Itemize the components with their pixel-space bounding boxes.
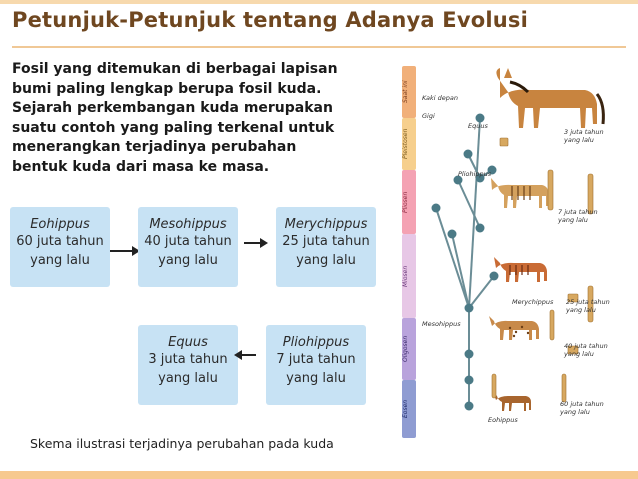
card-age-suffix: yang lalu bbox=[158, 371, 218, 386]
horse-evolution-illustration bbox=[392, 58, 632, 442]
card-mesohippus bbox=[138, 207, 238, 287]
page-title: Petunjuk-Petunjuk tentang Adanya Evolusi bbox=[12, 8, 529, 32]
era-label: Pleistosen bbox=[402, 128, 409, 160]
card-name: Eohippus bbox=[30, 217, 90, 232]
card-age: 40 juta tahun bbox=[144, 234, 232, 249]
era-label: Eosen bbox=[402, 399, 409, 419]
card-pliohippus bbox=[266, 325, 366, 405]
card-age: 60 juta tahun bbox=[16, 234, 104, 249]
label-25-juta: 25 juta tahun yang lalu bbox=[566, 298, 610, 314]
era-label: Pliosen bbox=[402, 191, 409, 213]
card-equus bbox=[138, 325, 238, 405]
label-gigi: Gigi bbox=[422, 112, 435, 120]
figure-caption: Skema ilustrasi terjadinya perubahan pada kuda bbox=[30, 436, 334, 451]
card-name: Pliohippus bbox=[282, 335, 350, 350]
era-label: Oligosen bbox=[402, 335, 409, 363]
card-age-suffix: yang lalu bbox=[296, 253, 356, 268]
arrow-right bbox=[244, 242, 260, 244]
card-name: Mesohippus bbox=[149, 217, 227, 232]
bottom-accent-bar bbox=[0, 471, 638, 479]
eohippus-horse-figure bbox=[493, 392, 531, 411]
title-underline bbox=[12, 46, 626, 48]
label-merychippus: Merychippus bbox=[512, 298, 554, 306]
body-line: suatu contoh yang paling terkenal untuk bbox=[12, 119, 335, 136]
arrow-right bbox=[110, 250, 132, 252]
label-40-juta: 40 juta tahun yang lalu bbox=[564, 342, 608, 358]
body-line: menerangkan terjadinya perubahan bbox=[12, 139, 297, 155]
mesohippus-horse-figure bbox=[489, 316, 539, 340]
card-age: 25 juta tahun bbox=[282, 234, 370, 249]
card-name: Equus bbox=[168, 335, 208, 350]
label-equus: Equus bbox=[468, 122, 488, 130]
equus-horse-figure bbox=[496, 68, 603, 128]
top-accent-bar bbox=[0, 0, 638, 4]
card-age-suffix: yang lalu bbox=[30, 253, 90, 268]
era-label: Miosen bbox=[402, 265, 409, 287]
label-pliohippus: Pliohippus bbox=[458, 170, 492, 178]
label-60-juta: 60 juta tahun yang lalu bbox=[560, 400, 604, 416]
label-3-juta: 3 juta tahun yang lalu bbox=[564, 128, 604, 144]
body-line: Sejarah perkembangan kuda merupakan bbox=[12, 100, 333, 116]
card-merychippus bbox=[276, 207, 376, 287]
card-age-suffix: yang lalu bbox=[158, 253, 218, 268]
body-line: bumi paling lengkap berupa fosil kuda. bbox=[12, 80, 322, 97]
era-label: Saat ini bbox=[402, 80, 409, 104]
label-kaki-depan: Kaki depan bbox=[422, 94, 459, 102]
body-paragraph bbox=[12, 60, 372, 177]
body-line: bentuk kuda dari masa ke masa. bbox=[12, 158, 270, 175]
merychippus-horse-figure bbox=[494, 257, 547, 282]
card-eohippus bbox=[10, 207, 110, 287]
arrow-left bbox=[242, 354, 256, 356]
card-age: 7 juta tahun bbox=[276, 352, 356, 367]
body-line: Fosil yang ditemukan di berbagai lapisan bbox=[12, 61, 338, 77]
label-eohippus: Eohippus bbox=[488, 416, 518, 424]
label-mesohippus: Mesohippus bbox=[422, 320, 461, 328]
card-age: 3 juta tahun bbox=[148, 352, 228, 367]
card-age-suffix: yang lalu bbox=[286, 371, 346, 386]
pliohippus-horse-figure bbox=[491, 178, 549, 208]
label-7-juta: 7 juta tahun yang lalu bbox=[558, 208, 598, 224]
card-name: Merychippus bbox=[284, 217, 368, 232]
